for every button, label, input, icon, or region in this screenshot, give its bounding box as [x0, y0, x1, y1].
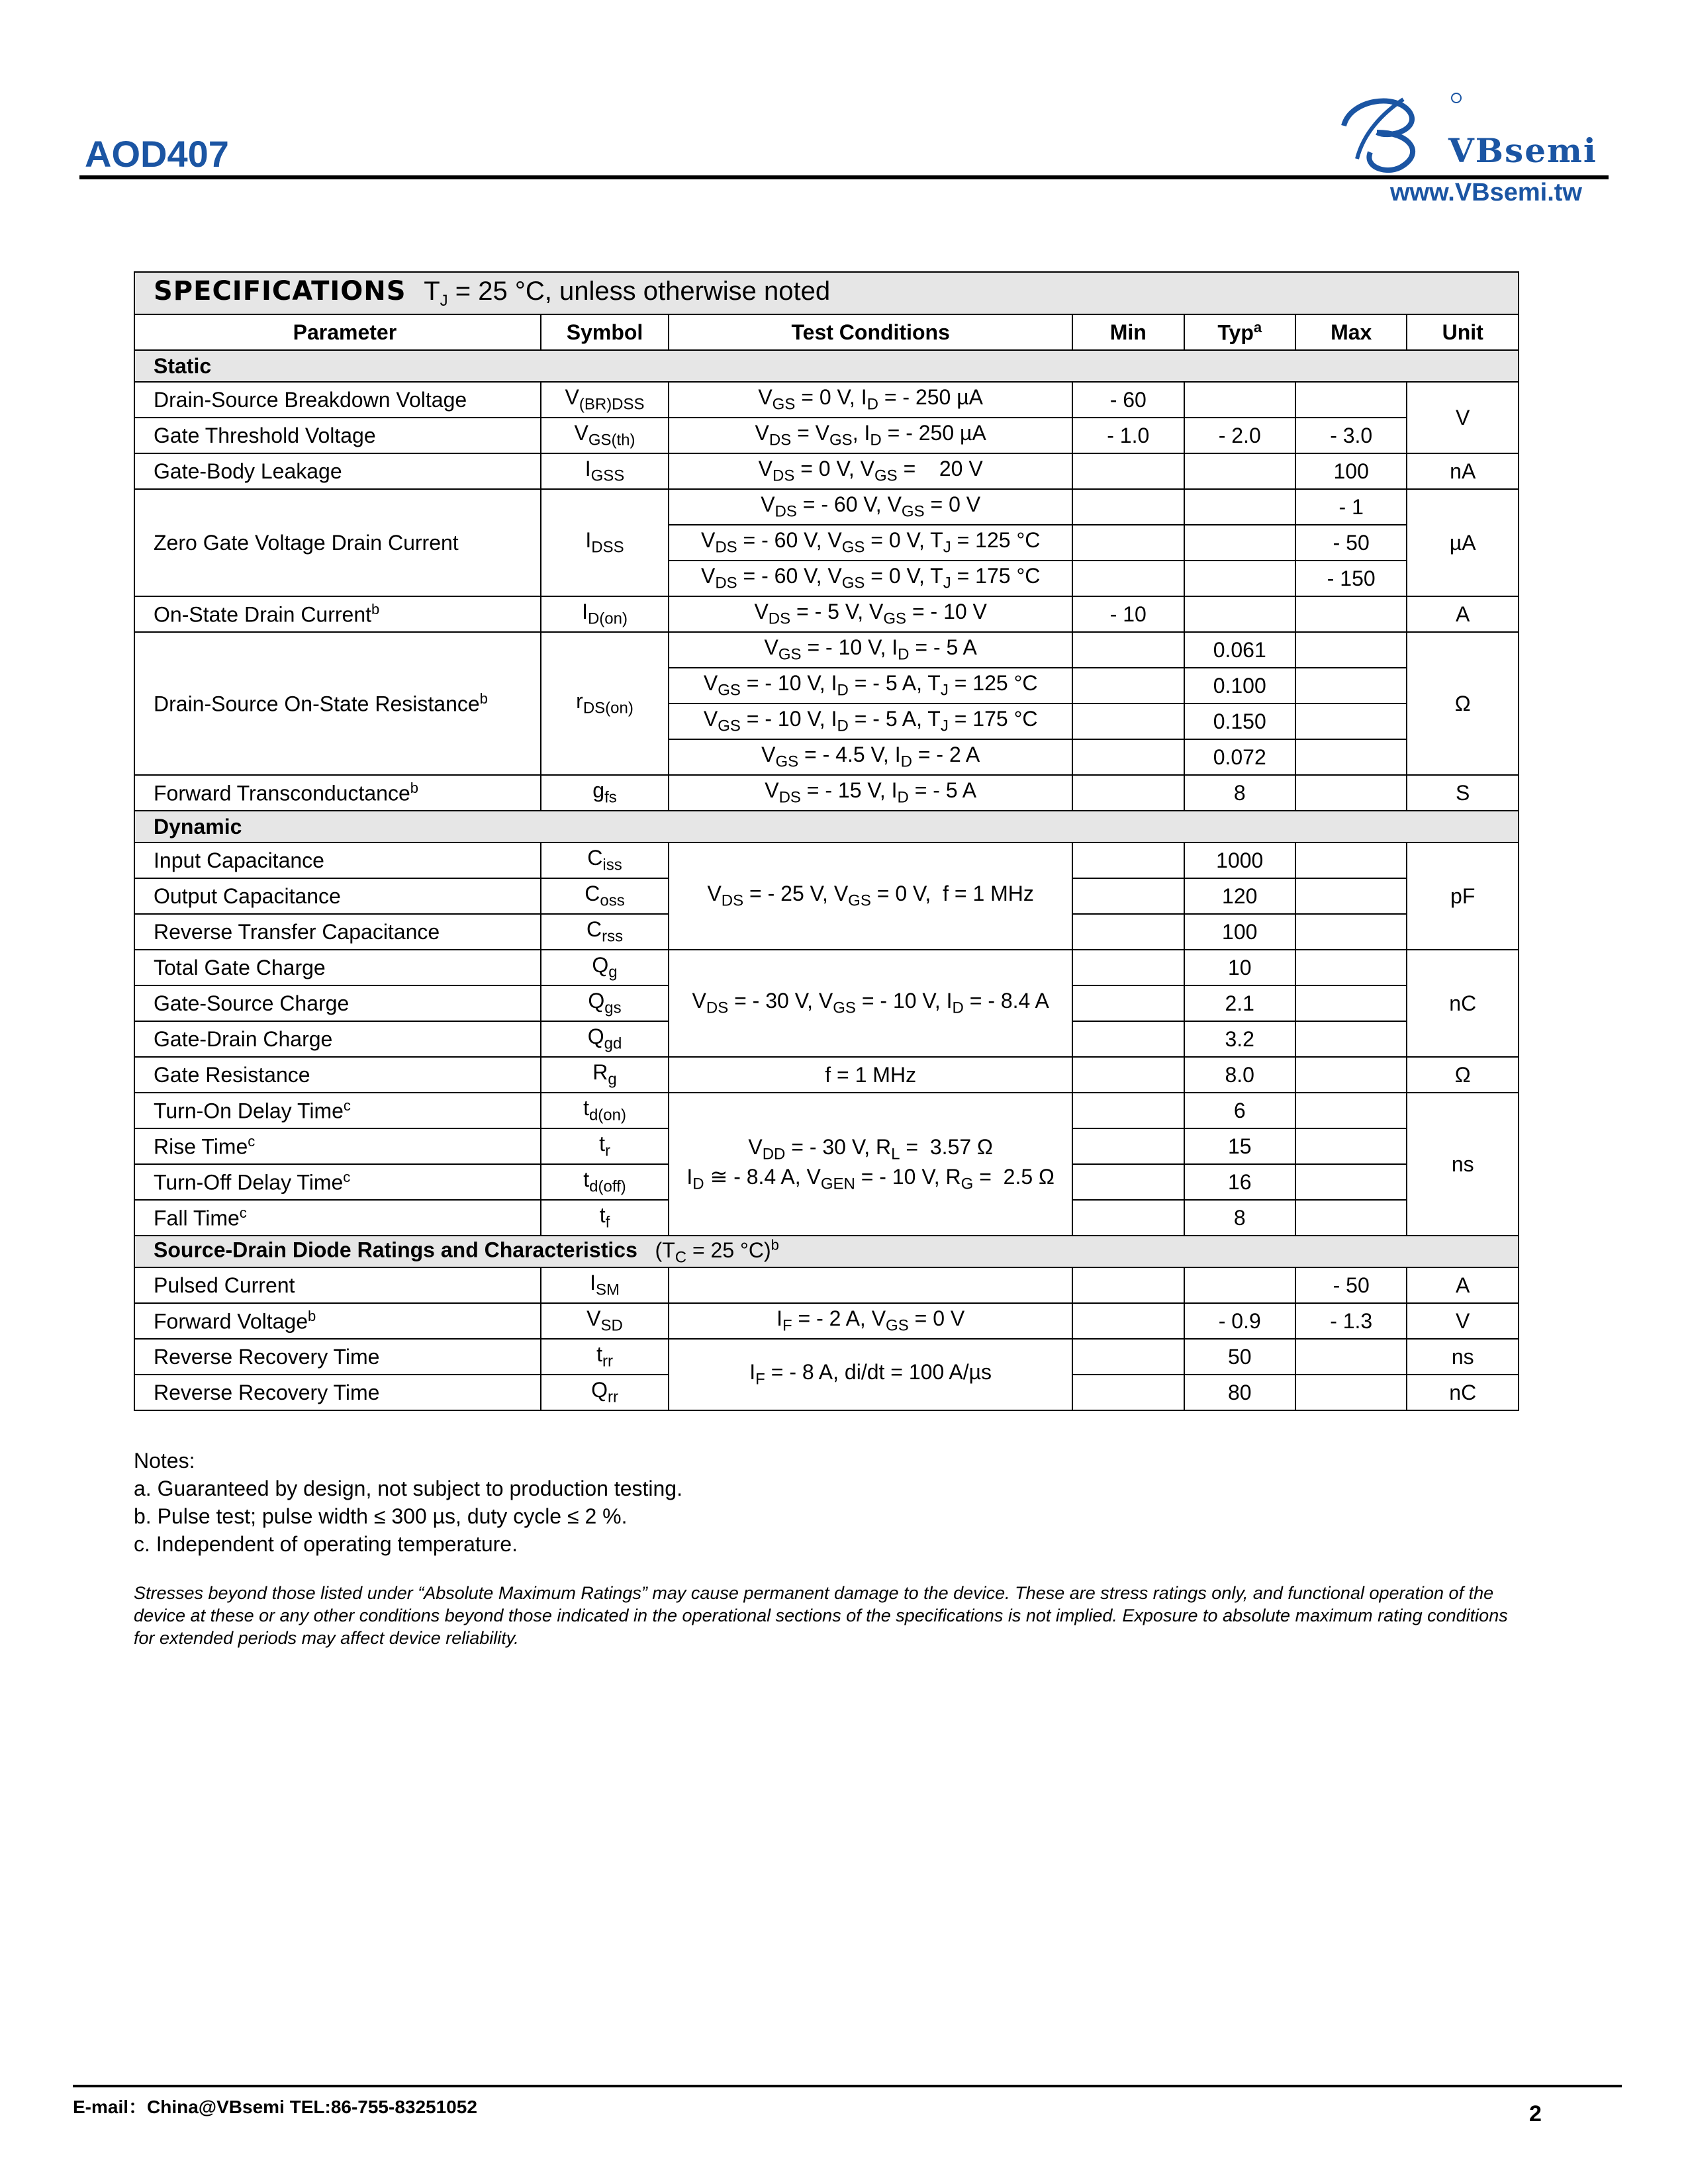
col-typ: Typ$^a$ — [1184, 314, 1295, 350]
table-row: Drain-Source Breakdown Voltage $V_{(BR)DSS}$ $V_{GS} = 0$ V, $I_D$ = - 250 µA - 60 V — [134, 382, 1519, 418]
disclaimer: Stresses beyond those listed under “Absolute Maximum Ratings” may cause permanent damage to the device. These are stress ratings only, and functional operation of the device at these or any other conditions beyond those indicated in the operational sections of the specifications is not implied. Exposure to absolute maximum rating conditions for extended periods may affect device reliability. — [134, 1583, 1508, 1648]
note-a: a. Guaranteed by design, not subject to production testing. — [134, 1477, 682, 1500]
part-number: AOD407 — [85, 133, 229, 175]
col-symbol: Symbol — [541, 314, 669, 350]
table-row: Reverse Transfer Capacitance $C_{rss}$ 100 — [134, 914, 1519, 950]
table-header-row — [134, 314, 1519, 350]
note-c: c. Independent of operating temperature. — [134, 1532, 518, 1556]
website-link[interactable]: www.VBsemi.tw — [1390, 179, 1582, 206]
table-row: Gate-Drain Charge $Q_{gd}$ 3.2 — [134, 1021, 1519, 1057]
table-row: $V_{GS}$ = - 10 V, $I_D$ = - 5 A, $T_J = 175$ °C 0.150 — [134, 704, 1519, 739]
table-row: Reverse Recovery Time $Q_{rr}$ 80 nC — [134, 1375, 1519, 1410]
section-dynamic: Dynamic — [134, 811, 1519, 842]
col-max: Max — [1295, 314, 1407, 350]
table-row: On-State Drain Current$^b$ $I_{D(on)}$ $V_{DS}$ = - 5 V, $V_{GS}$ = - 10 V - 10 A — [134, 596, 1519, 632]
table-row: Output Capacitance $C_{oss}$ 120 — [134, 878, 1519, 914]
table-title-row: SPECIFICATIONS $T_J = 25$ °C, unless otherwise noted — [134, 272, 1519, 314]
col-test-conditions: Test Conditions — [669, 314, 1072, 350]
table-row: Gate-Source Charge $Q_{gs}$ 2.1 — [134, 985, 1519, 1021]
table-row: Total Gate Charge $Q_g$ $V_{DS}$ = - 30 V, $V_{GS}$ = - 10 V, $I_D$ = - 8.4 A 10 nC — [134, 950, 1519, 985]
table-row: Input Capacitance $C_{iss}$ $V_{DS}$ = - 25 V, $V_{GS} = 0$ V, f = 1 MHz 1000 pF — [134, 842, 1519, 878]
section-diode: Source-Drain Diode Ratings and Characteristics ($T_C = 25$ °C)$^b$ — [134, 1236, 1519, 1267]
table-row: Reverse Recovery Time $t_{rr}$ $I_F$ = - 8 A, di/dt = 100 A/µs 50 ns — [134, 1339, 1519, 1375]
section-static: Static — [134, 350, 1519, 382]
table-row: Pulsed Current $I_{SM}$ - 50 A — [134, 1267, 1519, 1303]
table-row: Gate Resistance $R_g$ f = 1 MHz 8.0 Ω — [134, 1057, 1519, 1093]
table-row: $V_{DS}$ = - 60 V, $V_{GS} = 0$ V, $T_J = 125$ °C - 50 — [134, 525, 1519, 561]
table-row: Rise Time$^c$ $t_r$ 15 — [134, 1128, 1519, 1164]
specifications-table — [134, 271, 1519, 1411]
col-unit: Unit — [1407, 314, 1519, 350]
table-row: $V_{DS}$ = - 60 V, $V_{GS} = 0$ V, $T_J = 175$ °C - 150 — [134, 561, 1519, 596]
note-b: b. Pulse test; pulse width ≤ 300 µs, duty cycle ≤ 2 %. — [134, 1504, 628, 1528]
footer-contact: E-mail：China@VBsemi TEL:86-755-83251052 — [73, 2097, 477, 2117]
table-row: Forward Voltage$^b$ $V_{SD}$ $I_F$ = - 2 A, $V_{GS} = 0$ V - 0.9 - 1.3 V — [134, 1303, 1519, 1339]
header-rule — [79, 175, 1609, 179]
col-min: Min — [1072, 314, 1184, 350]
table-row: Drain-Source On-State Resistance$^b$ $r_{DS(on)}$ $V_{GS}$ = - 10 V, $I_D$ = - 5 A 0.061 Ω — [134, 632, 1519, 668]
table-row: Turn-On Delay Time$^c$ $t_{d(on)}$ $V_{DD}$ = - 30 V, $R_L = 3.57$ Ω $I_D$ ≅ - 8.4 A, $V_{GEN}$ = - 10 V, $R_G = 2.5$ Ω 6 ns — [134, 1093, 1519, 1128]
table-row: Forward Transconductance$^b$ $g_{fs}$ $V_{DS}$ = - 15 V, $I_D$ = - 5 A 8 S — [134, 775, 1519, 811]
table-row: Turn-Off Delay Time$^c$ $t_{d(off)}$ 16 — [134, 1164, 1519, 1200]
table-row: Gate Threshold Voltage $V_{GS(th)}$ $V_{DS} = V_{GS}$, $I_D$ = - 250 µA - 1.0 - 2.0 - 3.0 — [134, 418, 1519, 453]
col-parameter: Parameter — [134, 314, 541, 350]
table-row: $V_{GS}$ = - 4.5 V, $I_D$ = - 2 A 0.072 — [134, 739, 1519, 775]
table-row: Fall Time$^c$ $t_f$ 8 — [134, 1200, 1519, 1236]
notes-title: Notes: — [134, 1449, 195, 1473]
table-row: $V_{GS}$ = - 10 V, $I_D$ = - 5 A, $T_J = 125$ °C 0.100 — [134, 668, 1519, 704]
page-number: 2 — [1529, 2101, 1542, 2126]
brand-name: VBsemi — [1448, 131, 1597, 170]
footer-rule — [73, 2085, 1622, 2087]
table-row: Zero Gate Voltage Drain Current $I_{DSS}$ $V_{DS}$ = - 60 V, $V_{GS} = 0$ V - 1 µA — [134, 489, 1519, 525]
table-title-condition: = 25 °C, unless otherwise noted — [455, 277, 831, 306]
table-row: Gate-Body Leakage $I_{GSS}$ $V_{DS} = 0$ V, $V_{GS}$ = 20 V 100 nA — [134, 453, 1519, 489]
table-title: SPECIFICATIONS — [154, 276, 406, 306]
notes — [134, 1447, 682, 1558]
